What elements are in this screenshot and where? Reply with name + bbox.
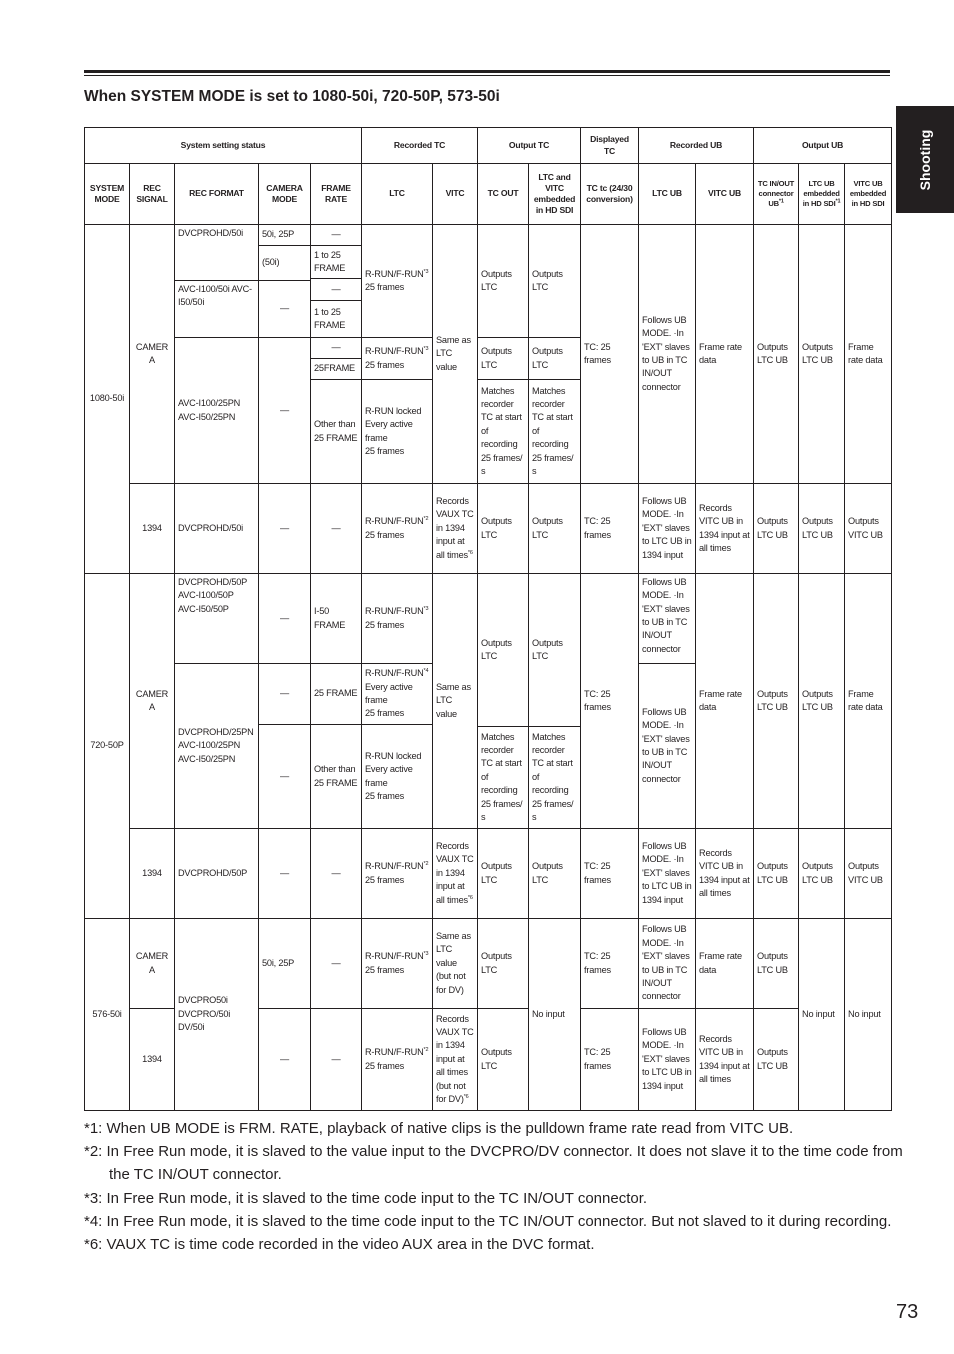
frame-rate-cell: — (311, 225, 362, 246)
col-ltc-ub-sdi: LTC UB embedded in HD SDI$^{*1}$ (799, 164, 845, 225)
top-rule-thick (84, 70, 890, 73)
ltc-cell: R-RUN/F-RUN$^{*2}$ 25 frames (362, 484, 433, 574)
frame-rate-cell: — (311, 338, 362, 359)
vitc-cell: Records VAUX TC in 1394 input at all times$^{*6}$ (433, 484, 478, 574)
ltc-ub-cell: Follows UB MODE. ·In 'EXT' slaves to UB in TC IN/OUT connector (639, 919, 696, 1009)
vitc-ub-sdi-cell: Outputs VITC UB (845, 829, 892, 919)
tc-inout-ub-cell: Outputs LTC UB (754, 919, 799, 1009)
table-row (85, 829, 892, 919)
footnotes (84, 1117, 914, 1256)
group-recorded-tc: Recorded TC (362, 128, 478, 164)
tc-out-cell: Outputs LTC (478, 919, 529, 1009)
group-output-ub: Output UB (754, 128, 892, 164)
tc-inout-ub-cell: Outputs LTC UB (754, 225, 799, 484)
tc-conv-cell: TC: 25 frames (581, 225, 639, 484)
col-tc-inout-ub: TC IN/OUT connector UB$^{*1}$ (754, 164, 799, 225)
ltc-ub-cell: Follows UB MODE. ·In 'EXT' slaves to LTC UB in 1394 input (639, 484, 696, 574)
column-header-row (85, 164, 892, 225)
vitc-cell: Same as LTC value (but not for DV) (433, 919, 478, 1009)
col-system-mode: SYSTEM MODE (85, 164, 130, 225)
section-heading: When SYSTEM MODE is set to 1080-50i, 720-50P, 573-50i (84, 88, 500, 105)
col-vitc-ub: VITC UB (696, 164, 754, 225)
tc-out-cell: Outputs LTC (478, 574, 529, 727)
footnote: *3: In Free Run mode, it is slaved to the time code input to the TC IN/OUT connector. (84, 1189, 648, 1207)
format-cell: DVCPROHD/50P (175, 829, 259, 919)
col-camera-mode: CAMERA MODE (259, 164, 311, 225)
ltc-cell: R-RUN/F-RUN$^{*3}$ 25 frames (362, 225, 433, 338)
camera-mode-cell: — (259, 829, 311, 919)
vitc-ub-sdi-cell: Frame rate data (845, 225, 892, 484)
signal-1394: 1394 (130, 1009, 175, 1111)
ltc-cell: R-RUN/F-RUN$^{*3}$ 25 frames (362, 338, 433, 380)
ltc-cell: R-RUN locked Every active frame 25 frames (362, 380, 433, 484)
camera-mode-cell: — (259, 574, 311, 664)
format-cell: DVCPROHD/50i (175, 225, 259, 281)
camera-mode-cell: 50i, 25P (259, 919, 311, 1009)
vitc-ub-cell: Frame rate data (696, 919, 754, 1009)
tc-inout-ub-cell: Outputs LTC UB (754, 484, 799, 574)
sdi-tc-cell: Outputs LTC (529, 484, 581, 574)
section-tab-label: Shooting (917, 129, 933, 190)
col-ltc: LTC (362, 164, 433, 225)
ltc-cell: R-RUN/F-RUN$^{*2}$ 25 frames (362, 829, 433, 919)
frame-rate-cell: — (311, 279, 362, 301)
ltc-cell: R-RUN/F-RUN$^{*2}$ 25 frames (362, 1009, 433, 1111)
tc-inout-ub-cell: Outputs LTC UB (754, 574, 799, 829)
frame-rate-cell: — (311, 829, 362, 919)
signal-1394: 1394 (130, 829, 175, 919)
col-frame-rate: FRAME RATE (311, 164, 362, 225)
sdi-tc-cell: No input (529, 919, 581, 1111)
tc-out-cell: Outputs LTC (478, 484, 529, 574)
frame-rate-cell: — (311, 1009, 362, 1111)
frame-rate-cell: Other than 25 FRAME (311, 725, 362, 829)
camera-mode-cell: 50i, 25P (259, 225, 311, 246)
col-rec-signal: REC SIGNAL (130, 164, 175, 225)
frame-rate-cell: 1 to 25 FRAME (311, 246, 362, 279)
vitc-cell: Same as LTC value (433, 574, 478, 829)
camera-mode-cell: — (259, 1009, 311, 1111)
vitc-ub-sdi-cell: Outputs VITC UB (845, 484, 892, 574)
table-row (85, 574, 892, 664)
frame-rate-cell: 25 FRAME (311, 664, 362, 725)
ltc-cell: R-RUN/F-RUN$^{*3}$ 25 frames (362, 574, 433, 664)
tc-conv-cell: TC: 25 frames (581, 919, 639, 1009)
ltc-ub-cell: Follows UB MODE. ·In 'EXT' slaves to LTC UB in 1394 input (639, 1009, 696, 1111)
ltc-ub-sdi-cell: No input (799, 919, 845, 1111)
format-cell: DVCPROHD/50P AVC-I100/50P AVC-I50/50P (175, 574, 259, 664)
ltc-ub-cell: Follows UB MODE. ·In 'EXT' slaves to UB in TC IN/OUT connector (639, 574, 696, 664)
camera-mode-cell: — (259, 725, 311, 829)
col-vitc: VITC (433, 164, 478, 225)
tc-out-cell: Outputs LTC (478, 1009, 529, 1111)
top-rule-thin (84, 75, 890, 76)
footnote: *6: VAUX TC is time code recorded in the video AUX area in the DVC format. (84, 1236, 595, 1254)
col-ltc-vitc-sdi: LTC and VITC embedded in HD SDI (529, 164, 581, 225)
vitc-cell: Records VAUX TC in 1394 input at all times (but not for DV)$^{*6}$ (433, 1009, 478, 1111)
vitc-ub-sdi-cell: No input (845, 919, 892, 1111)
signal-camera: CAMERA (130, 574, 175, 829)
vitc-cell: Records VAUX TC in 1394 input at all times$^{*6}$ (433, 829, 478, 919)
tc-out-cell: Matches recorder TC at start of recording 25 frames/ s (478, 727, 529, 829)
tc-conv-cell: TC: 25 frames (581, 574, 639, 829)
format-cell: DVCPROHD/50i (175, 484, 259, 574)
ltc-ub-cell: Follows UB MODE. ·In 'EXT' slaves to UB in TC IN/OUT connector (639, 225, 696, 484)
col-vitc-ub-sdi: VITC UB embedded in HD SDI (845, 164, 892, 225)
frame-rate-cell: — (311, 919, 362, 1009)
table-row (85, 225, 892, 246)
col-tc-out: TC OUT (478, 164, 529, 225)
tc-out-cell: Matches recorder TC at start of recording 25 frames/ s (478, 380, 529, 484)
tc-conv-cell: TC: 25 frames (581, 829, 639, 919)
tc-conv-cell: TC: 25 frames (581, 484, 639, 574)
signal-camera: CAMERA (130, 225, 175, 484)
camera-mode-cell: — (259, 281, 311, 338)
signal-1394: 1394 (130, 484, 175, 574)
tc-out-cell: Outputs LTC (478, 829, 529, 919)
frame-rate-cell: 1 to 25 FRAME (311, 301, 362, 338)
ltc-ub-sdi-cell: Outputs LTC UB (799, 225, 845, 484)
tc-ub-table (84, 127, 892, 1111)
group-output-tc: Output TC (478, 128, 581, 164)
ltc-ub-sdi-cell: Outputs LTC UB (799, 574, 845, 829)
tc-inout-ub-cell: Outputs LTC UB (754, 829, 799, 919)
tc-out-cell: Outputs LTC (478, 338, 529, 380)
ltc-ub-sdi-cell: Outputs LTC UB (799, 484, 845, 574)
ltc-ub-cell: Follows UB MODE. ·In 'EXT' slaves to LTC UB in 1394 input (639, 829, 696, 919)
vitc-ub-cell: Records VITC UB in 1394 input at all times (696, 484, 754, 574)
vitc-ub-cell: Records VITC UB in 1394 input at all times (696, 1009, 754, 1111)
mode-1080-50i: 1080-50i (85, 225, 130, 574)
camera-mode-cell: — (259, 484, 311, 574)
ltc-ub-cell: Follows UB MODE. ·In 'EXT' slaves to UB in TC IN/OUT connector (639, 664, 696, 829)
sdi-tc-cell: Matches recorder TC at start of recording 25 frames/ s (529, 727, 581, 829)
sdi-tc-cell: Outputs LTC (529, 829, 581, 919)
vitc-ub-sdi-cell: Frame rate data (845, 574, 892, 829)
col-rec-format: REC FORMAT (175, 164, 259, 225)
group-displayed-tc: Displayed TC (581, 128, 639, 164)
col-tc-conversion: TC tc (24/30 conversion) (581, 164, 639, 225)
footnote: *1: When UB MODE is FRM. RATE, playback of native clips is the pulldown frame rate read from VITC UB. (84, 1120, 794, 1137)
format-cell: DVCPROHD/25PN AVC-I100/25PN AVC-I50/25PN (175, 664, 259, 829)
frame-rate-cell: — (311, 484, 362, 574)
footnote: *4: In Free Run mode, it is slaved to the time code input to the TC IN/OUT connector. But not slaved to it during recording. (84, 1212, 892, 1230)
sdi-tc-cell: Matches recorder TC at start of recording 25 frames/ s (529, 380, 581, 484)
tc-out-cell: Outputs LTC (478, 225, 529, 338)
frame-rate-cell: Other than 25 FRAME (311, 380, 362, 484)
mode-720-50p: 720-50P (85, 574, 130, 919)
table-row (85, 484, 892, 574)
format-cell: DVCPRO50i DVCPRO/50i DV/50i (175, 919, 259, 1111)
ltc-cell: R-RUN/F-RUN$^{*4}$ Every active frame 25 frames (362, 664, 433, 725)
ltc-cell: R-RUN/F-RUN$^{*3}$ 25 frames (362, 919, 433, 1009)
vitc-cell: Same as LTC value (433, 225, 478, 484)
format-cell: AVC-I100/25PN AVC-I50/25PN (175, 338, 259, 484)
signal-camera: CAMERA (130, 919, 175, 1009)
camera-mode-cell: — (259, 664, 311, 725)
footnote: *2: In Free Run mode, it is slaved to the value input to the DVCPRO/DV connector. It does not slave it to the time code from the TC IN/OUT connector. (84, 1143, 903, 1184)
mode-576-50i: 576-50i (85, 919, 130, 1111)
sdi-tc-cell: Outputs LTC (529, 225, 581, 338)
section-tab (896, 106, 954, 213)
vitc-ub-cell: Frame rate data (696, 574, 754, 829)
vitc-ub-cell: Frame rate data (696, 225, 754, 484)
group-header-row (85, 128, 892, 164)
ltc-cell: R-RUN locked Every active frame 25 frames (362, 725, 433, 829)
tc-conv-cell: TC: 25 frames (581, 1009, 639, 1111)
camera-mode-cell: (50i) (259, 246, 311, 281)
frame-rate-cell: I-50 FRAME (311, 574, 362, 664)
vitc-ub-cell: Records VITC UB in 1394 input at all times (696, 829, 754, 919)
group-recorded-ub: Recorded UB (639, 128, 754, 164)
tc-inout-ub-cell: Outputs LTC UB (754, 1009, 799, 1111)
sdi-tc-cell: Outputs LTC (529, 338, 581, 380)
group-system-setting: System setting status (85, 128, 362, 164)
page-number: 73 (896, 1301, 919, 1323)
col-ltc-ub: LTC UB (639, 164, 696, 225)
camera-mode-cell: — (259, 338, 311, 484)
ltc-ub-sdi-cell: Outputs LTC UB (799, 829, 845, 919)
table-row (85, 919, 892, 1009)
sdi-tc-cell: Outputs LTC (529, 574, 581, 727)
format-cell: AVC-I100/50i AVC-I50/50i (175, 281, 259, 338)
frame-rate-cell: 25FRAME (311, 359, 362, 380)
